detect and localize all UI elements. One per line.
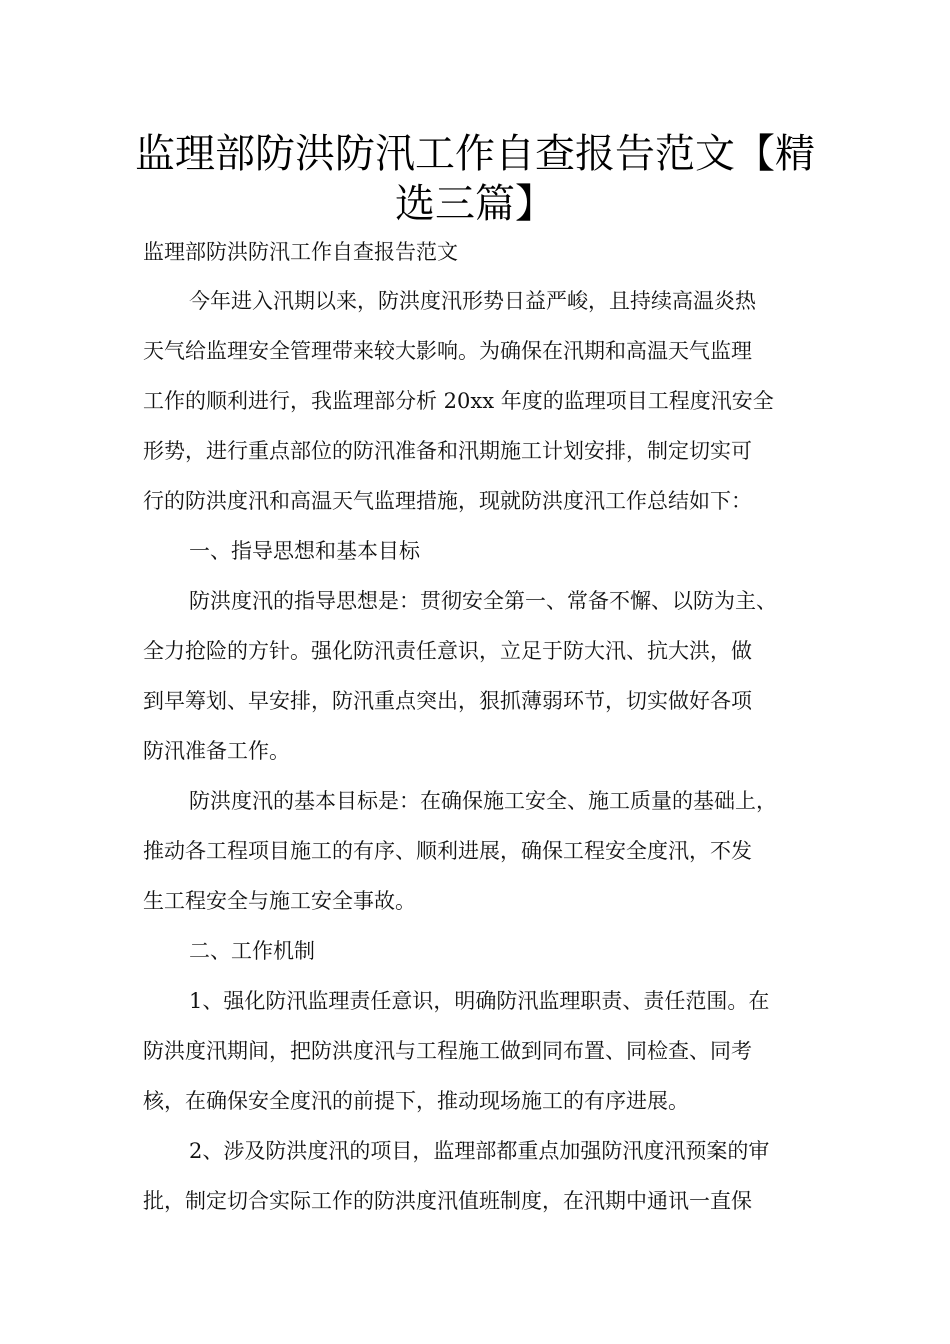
- paragraph-line: 工作的顺利进行，我监理部分析 20xx 年度的监理项目工程度汛安全: [143, 389, 774, 413]
- paragraph-line: 到早筹划、早安排，防汛重点突出，狠抓薄弱环节，切实做好各项: [143, 689, 752, 713]
- paragraph-line: 防洪度汛期间，把防洪度汛与工程施工做到同布置、同检查、同考: [143, 1039, 752, 1063]
- document-title-line-1: 监理部防洪防汛工作自查报告范文【精: [135, 131, 815, 177]
- paragraph-line: 防洪度汛的基本目标是：在确保施工安全、施工质量的基础上，: [189, 789, 777, 813]
- section-heading: 二、工作机制: [189, 939, 315, 963]
- paragraph-line: 今年进入汛期以来，防洪度汛形势日益严峻，且持续高温炎热: [189, 289, 756, 313]
- paragraph-line: 推动各工程项目施工的有序、顺利进展，确保工程安全度汛，不发: [143, 839, 752, 863]
- paragraph-line: 核，在确保安全度汛的前提下，推动现场施工的有序进展。: [143, 1089, 689, 1113]
- paragraph-line: 生工程安全与施工安全事故。: [143, 889, 416, 913]
- paragraph-line: 全力抢险的方针。强化防汛责任意识，立足于防大汛、抗大洪，做: [143, 639, 752, 663]
- paragraph-line: 防洪度汛的指导思想是：贯彻安全第一、常备不懈、以防为主、: [189, 589, 777, 613]
- paragraph-line: 1、强化防汛监理责任意识，明确防汛监理职责、责任范围。在: [189, 989, 770, 1013]
- document-title-line-2: 选三篇】: [395, 181, 555, 227]
- section-heading: 一、指导思想和基本目标: [189, 539, 420, 563]
- paragraph-line: 行的防洪度汛和高温天气监理措施，现就防洪度汛工作总结如下：: [143, 489, 752, 513]
- paragraph-line: 形势，进行重点部位的防汛准备和汛期施工计划安排，制定切实可: [143, 439, 752, 463]
- paragraph-line: 2、涉及防洪度汛的项目，监理部都重点加强防汛度汛预案的审: [189, 1139, 770, 1163]
- paragraph-line: 批，制定切合实际工作的防洪度汛值班制度，在汛期中通讯一直保: [143, 1189, 752, 1213]
- paragraph-line: 防汛准备工作。: [143, 739, 290, 763]
- document-subtitle: 监理部防洪防汛工作自查报告范文: [143, 240, 458, 264]
- paragraph-line: 天气给监理安全管理带来较大影响。为确保在汛期和高温天气监理: [143, 339, 752, 363]
